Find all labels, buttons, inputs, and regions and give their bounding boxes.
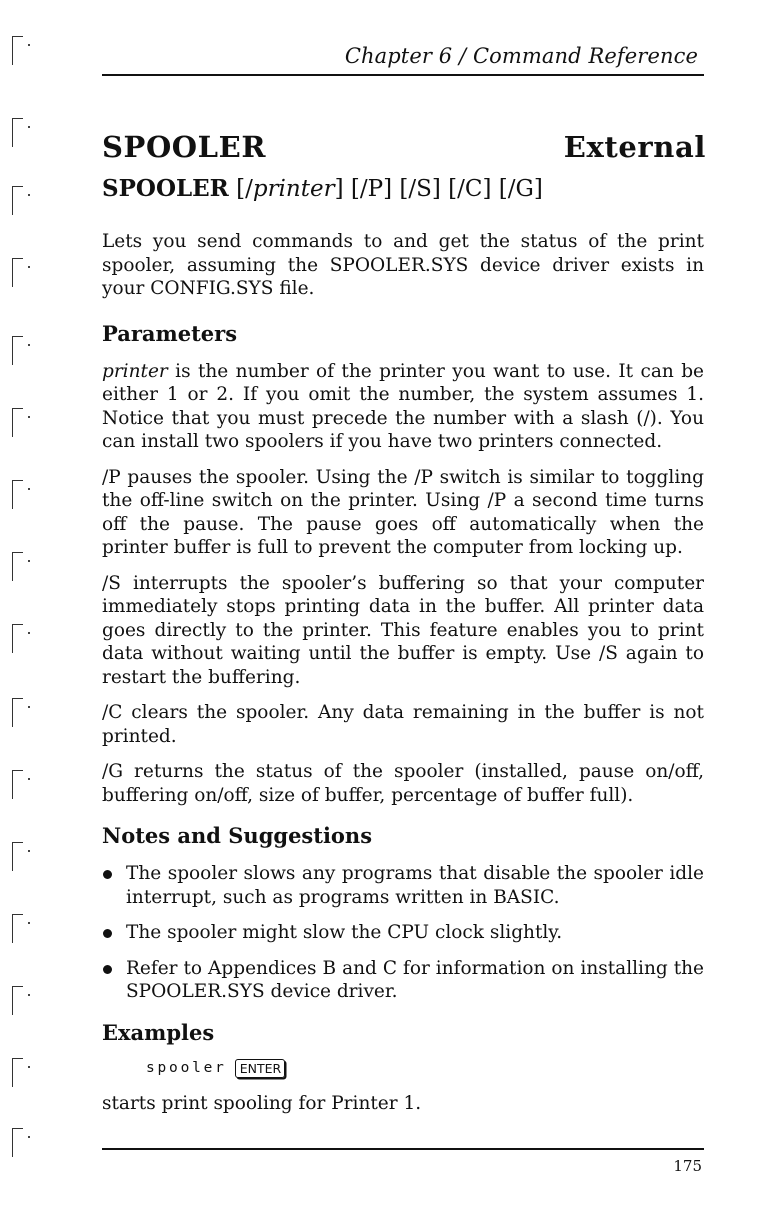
c-switch-desc: /C clears the spooler. Any data remaining in the buffer is not printed. — [102, 702, 704, 747]
binder-mark — [10, 480, 30, 510]
printer-param — [102, 360, 704, 454]
binder-mark — [10, 336, 30, 366]
binder-mark — [10, 624, 30, 654]
syntax-command: SPOOLER — [102, 175, 229, 202]
command-kind: External — [563, 130, 706, 164]
binder-mark — [10, 408, 30, 438]
p-switch-desc: /P pauses the spooler. Using the /P switch is similar to toggling the off-line switch on the printer. Using /P a second time turns off the pause. The pause goes off automatically when the printer buffer is full to prevent the computer from locking up. — [102, 466, 704, 558]
binder-mark — [10, 914, 30, 944]
binder-mark — [10, 770, 30, 800]
main-content — [102, 230, 704, 1127]
intro-paragraph: Lets you send commands to and get the status of the print spooler, assuming the SPOOLER.SYS device driver exists in your CONFIG.SYS file. — [102, 231, 704, 299]
parameters-heading: Parameters — [102, 320, 238, 346]
binder-mark — [10, 698, 30, 728]
printer-desc: is the number of the printer you want to use. It can be either 1 or 2. If you omit the number, the system assumes 1. Notice that you must precede the number with a slash (/). You can install two spoolers if you have two printers connected. — [102, 360, 704, 452]
list-item: Refer to Appendices B and C for information on installing the SPOOLER.SYS device driver. — [102, 957, 704, 1004]
list-item: The spooler might slow the CPU clock slightly. — [102, 921, 704, 945]
command-title: SPOOLER — [102, 130, 267, 164]
binder-mark — [10, 1058, 30, 1088]
printer-term: printer — [102, 360, 168, 382]
binder-mark — [10, 186, 30, 216]
syntax-printer-term: printer — [252, 176, 335, 202]
binder-mark — [10, 842, 30, 872]
s-switch-desc: /S interrupts the spooler’s buffering so that your computer immediately stops printing data in the buffer. All printer data goes directly to the printer. This feature enables you to print data without waiting until the buffer is empty. Use /S again to restart the buffering. — [102, 572, 704, 688]
example-command-line — [146, 1059, 704, 1078]
binder-mark — [10, 118, 30, 148]
g-switch-desc: /G returns the status of the spooler (installed, pause on/off, buffering on/off, size of buffer, percentage of buffer full). — [102, 761, 704, 806]
notes-list — [102, 862, 704, 1004]
notes-heading: Notes and Suggestions — [102, 823, 373, 848]
examples-heading: Examples — [102, 1019, 215, 1045]
syntax-line — [102, 175, 543, 202]
title-row — [102, 130, 706, 164]
binder-mark — [10, 258, 30, 288]
page-number: 175 — [673, 1157, 702, 1175]
enter-key-icon: ENTER — [235, 1059, 285, 1078]
binder-mark — [10, 1128, 30, 1158]
binder-mark — [10, 36, 30, 66]
footer-rule — [102, 1148, 704, 1150]
binder-mark — [10, 552, 30, 582]
example-description: starts print spooling for Printer 1. — [102, 1092, 422, 1114]
running-head: Chapter 6 / Command Reference — [344, 44, 698, 68]
syntax-switches: [/P] [/S] [/C] [/G] — [350, 176, 543, 202]
syntax-printer-arg: [/printer] — [236, 176, 344, 202]
example-command: spooler — [146, 1060, 227, 1076]
list-item: The spooler slows any programs that disable the spooler idle interrupt, such as programs written in BASIC. — [102, 862, 704, 909]
binder-mark — [10, 986, 30, 1016]
header-rule — [102, 74, 704, 76]
